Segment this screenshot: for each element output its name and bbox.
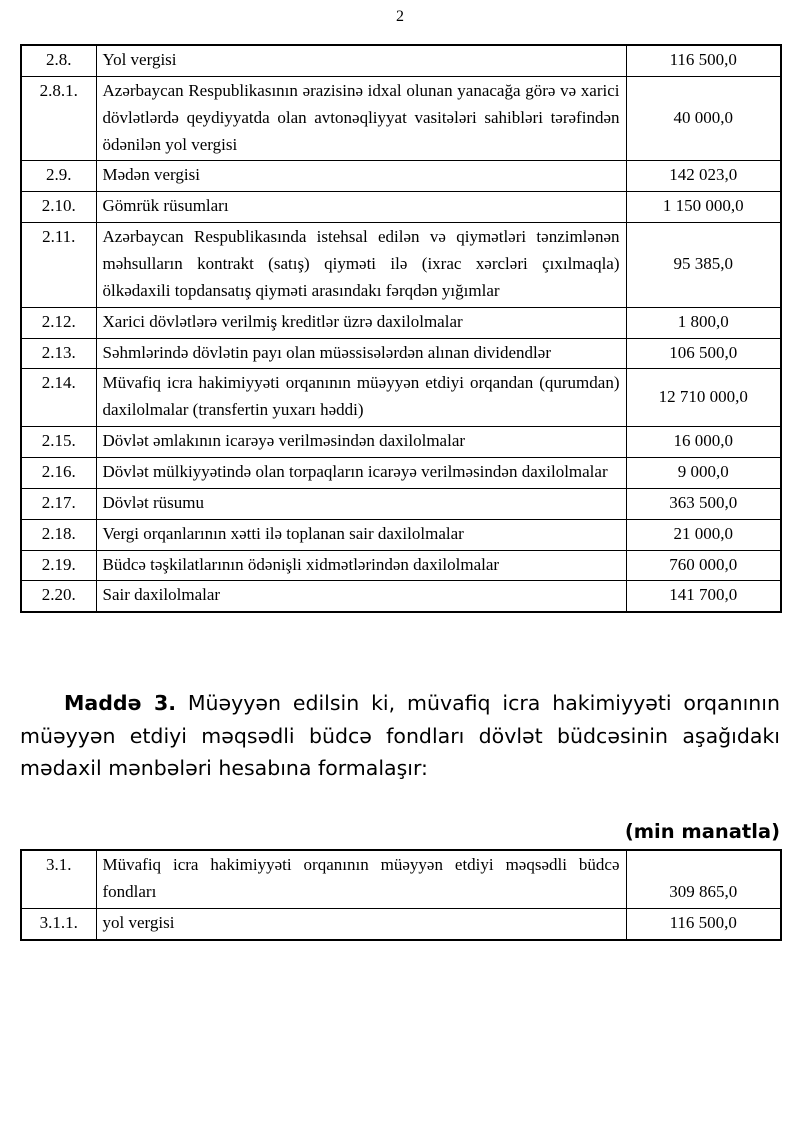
cell-amount: 40 000,0 (626, 76, 781, 161)
cell-description: Müvafiq icra hakimiyyəti orqanının müəyyən etdiyi orqandan (qurumdan) daxilolmalar (transfertin yuxarı həddi) (96, 369, 626, 427)
cell-code: 2.8. (21, 45, 96, 76)
cell-description: Azərbaycan Respublikasında istehsal edilən və qiymətləri tənzimlənən məhsulların kontrakt (satış) qiyməti ilə (ixrac xərcləri çıxılmaqla) ölkədaxili topdansatış qiyməti arasındakı fərqdən yığımlar (96, 223, 626, 308)
cell-code: 2.16. (21, 458, 96, 489)
cell-description: Azərbaycan Respublikasının ərazisinə idxal olunan yanacağa görə və xarici dövlətlərdə qeydiyyatda olan avtonəqliyyat vasitələri sahibləri tərəfindən ödənilən yol vergisi (96, 76, 626, 161)
cell-description: Büdcə təşkilatlarının ödənişli xidmətlərindən daxilolmalar (96, 550, 626, 581)
cell-code: 2.10. (21, 192, 96, 223)
cell-amount: 142 023,0 (626, 161, 781, 192)
cell-amount: 141 700,0 (626, 581, 781, 612)
cell-description: yol vergisi (96, 909, 626, 940)
cell-amount: 12 710 000,0 (626, 369, 781, 427)
cell-description: Dövlət rüsumu (96, 488, 626, 519)
table-row (21, 519, 781, 550)
table-row (21, 427, 781, 458)
table-row (21, 338, 781, 369)
cell-amount: 16 000,0 (626, 427, 781, 458)
cell-code: 2.19. (21, 550, 96, 581)
cell-code: 2.20. (21, 581, 96, 612)
table-row (21, 45, 781, 76)
funds-table (20, 849, 782, 941)
cell-code: 2.18. (21, 519, 96, 550)
cell-description: Mədən vergisi (96, 161, 626, 192)
cell-code: 2.8.1. (21, 76, 96, 161)
table-row (21, 369, 781, 427)
cell-description: Xarici dövlətlərə verilmiş kreditlər üzrə daxilolmalar (96, 307, 626, 338)
table-row (21, 458, 781, 489)
article-3-text: Müəyyən edilsin ki, müvafiq icra hakimiyyəti orqanının müəyyən etdiyi məqsədli büdcə fondları dövlət büdcəsinin aşağıdakı mədaxil mənbələri hesabına formalaşır: (20, 691, 780, 781)
cell-code: 2.11. (21, 223, 96, 308)
cell-amount: 760 000,0 (626, 550, 781, 581)
cell-amount: 9 000,0 (626, 458, 781, 489)
cell-description: Dövlət əmlakının icarəyə verilməsindən daxilolmalar (96, 427, 626, 458)
cell-amount: 106 500,0 (626, 338, 781, 369)
cell-description: Yol vergisi (96, 45, 626, 76)
table-row (21, 307, 781, 338)
table-row (21, 192, 781, 223)
cell-description: Sair daxilolmalar (96, 581, 626, 612)
cell-code: 2.17. (21, 488, 96, 519)
table-row (21, 550, 781, 581)
cell-code: 2.14. (21, 369, 96, 427)
cell-description: Gömrük rüsumları (96, 192, 626, 223)
cell-code: 2.12. (21, 307, 96, 338)
table-row (21, 909, 781, 940)
cell-description: Dövlət mülkiyyətində olan torpaqların icarəyə verilməsindən daxilolmalar (96, 458, 626, 489)
cell-description: Səhmlərində dövlətin payı olan müəssisələrdən alınan dividendlər (96, 338, 626, 369)
unit-note: (min manatla) (624, 820, 780, 844)
cell-description: Müvafiq icra hakimiyyəti orqanının müəyyən etdiyi məqsədli büdcə fondları (96, 850, 626, 908)
cell-amount: 1 150 000,0 (626, 192, 781, 223)
cell-code: 3.1.1. (21, 909, 96, 940)
table-row (21, 581, 781, 612)
page-number: 2 (396, 8, 404, 25)
table-row (21, 488, 781, 519)
cell-description: Vergi orqanlarının xətti ilə toplanan sair daxilolmalar (96, 519, 626, 550)
cell-amount: 116 500,0 (626, 45, 781, 76)
cell-amount: 363 500,0 (626, 488, 781, 519)
cell-amount: 309 865,0 (626, 850, 781, 908)
cell-amount: 1 800,0 (626, 307, 781, 338)
table-row (21, 223, 781, 308)
cell-amount: 21 000,0 (626, 519, 781, 550)
cell-code: 2.13. (21, 338, 96, 369)
cell-code: 3.1. (21, 850, 96, 908)
cell-code: 2.9. (21, 161, 96, 192)
table-row (21, 76, 781, 161)
cell-amount: 95 385,0 (626, 223, 781, 308)
table-row (21, 161, 781, 192)
article-3-paragraph (20, 687, 780, 784)
cell-code: 2.15. (21, 427, 96, 458)
article-3-heading: Maddə 3. (64, 691, 176, 716)
table-row (21, 850, 781, 908)
cell-amount: 116 500,0 (626, 909, 781, 940)
revenue-table (20, 44, 782, 613)
